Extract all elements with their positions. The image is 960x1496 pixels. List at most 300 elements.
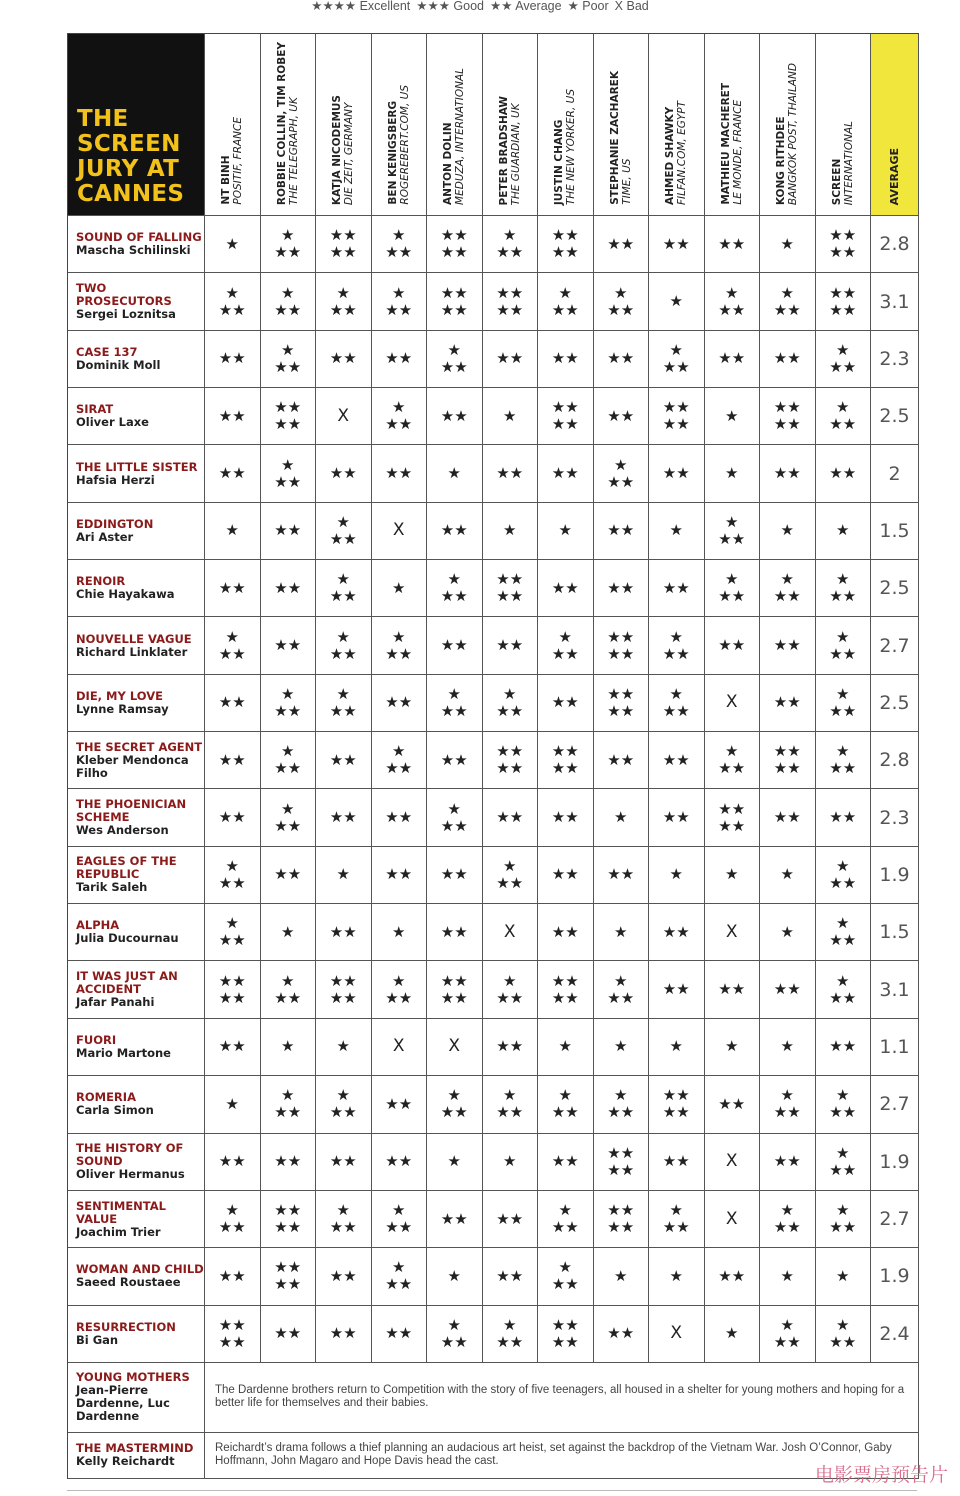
rating-cell [538, 904, 594, 961]
average-score [871, 560, 919, 617]
star-rating: ★★ [662, 981, 690, 999]
rating-cell [649, 445, 705, 502]
rating-cell [649, 732, 705, 789]
rating-cell [483, 1306, 539, 1363]
star-rating [385, 1259, 412, 1293]
star-row-top: ★★ [551, 972, 579, 990]
film-cell [68, 675, 205, 732]
star-rating: ★★ [329, 751, 357, 769]
star-rating: ★★ [662, 235, 690, 253]
star-rating: ★★ [662, 1153, 690, 1171]
star-row-bottom: ★★ [662, 358, 690, 376]
star-rating [441, 1317, 468, 1351]
film-info [76, 633, 192, 659]
star-row-top: ★★ [551, 1316, 579, 1334]
star-row-top: ★ [281, 227, 295, 245]
film-director: Jafar Panahi [76, 995, 155, 1010]
star-rating: ★★ [551, 694, 579, 712]
star-rating [385, 285, 412, 319]
film-director: Chie Hayakawa [76, 587, 175, 602]
rating-cell [316, 1248, 372, 1305]
rating-cell [538, 1076, 594, 1133]
star-row-top: ★ [336, 513, 350, 531]
rating-cell [261, 1019, 317, 1076]
rating-cell [594, 331, 650, 388]
star-rating: ★ [392, 579, 406, 597]
rating-cell [205, 847, 261, 904]
star-row-bottom: ★★ [274, 301, 302, 319]
star-row-top: ★★ [496, 284, 524, 302]
star-rating [496, 743, 523, 777]
rating-cell [538, 445, 594, 502]
rating-cell [261, 273, 317, 330]
star-rating [274, 399, 301, 433]
average-score [871, 904, 919, 961]
star-row-top: ★★ [274, 399, 302, 417]
rating-cell [261, 560, 317, 617]
star-row-bottom: ★★ [218, 989, 246, 1007]
star-rating [385, 227, 412, 261]
star-rating [774, 1087, 801, 1121]
star-row-top: ★ [558, 284, 572, 302]
bad-mark: X [725, 921, 738, 942]
film-title: IT WAS JUST AN ACCIDENT [76, 969, 178, 997]
rating-cell [427, 675, 483, 732]
rating-cell [316, 789, 372, 846]
star-rating: ★ [669, 1038, 683, 1056]
star-row-top: ★ [392, 972, 406, 990]
film-cell [68, 503, 205, 560]
star-row-top: ★ [725, 743, 739, 761]
star-rating: ★ [336, 866, 350, 884]
rating-cell [205, 216, 261, 273]
star-row-bottom: ★★ [829, 989, 857, 1007]
star-rating [219, 858, 246, 892]
star-rating [718, 285, 745, 319]
rating-cell [649, 273, 705, 330]
film-cell [68, 331, 205, 388]
film-title: WOMAN AND CHILD [76, 1262, 204, 1277]
star-row-top: ★ [225, 284, 239, 302]
star-row-top: ★ [447, 571, 461, 589]
star-row-top: ★ [281, 685, 295, 703]
film-director: Richard Linklater [76, 644, 188, 659]
star-row-bottom: ★★ [496, 1104, 524, 1122]
star-row-top: ★★ [607, 628, 635, 646]
star-rating: ★★ [551, 465, 579, 483]
star-row-top: ★★ [773, 743, 801, 761]
star-row-top: ★ [503, 685, 517, 703]
star-rating [829, 285, 856, 319]
film-cell [68, 1134, 205, 1191]
rating-cell [649, 961, 705, 1018]
star-rating: ★★ [440, 637, 468, 655]
film-title: TWO PROSECUTORS [76, 281, 172, 309]
rating-cell [261, 1248, 317, 1305]
rating-cell [760, 445, 816, 502]
star-row-top: ★ [281, 743, 295, 761]
film-title: EAGLES OF THE REPUBLIC [76, 854, 177, 882]
star-rating: ★ [780, 866, 794, 884]
star-rating: ★★ [829, 809, 857, 827]
film-director: Jean-Pierre Dardenne, Luc Dardenne [76, 1383, 170, 1424]
rating-cell [261, 961, 317, 1018]
star-row-top: ★ [780, 1202, 794, 1220]
star-row-bottom: ★★ [551, 301, 579, 319]
star-rating [663, 399, 690, 433]
star-rating: ★★ [773, 694, 801, 712]
critic-header [316, 34, 372, 216]
star-row-bottom: ★★ [440, 1104, 468, 1122]
critic-publication: LE MONDE, FRANCE [731, 100, 744, 205]
critic-header-text [331, 95, 355, 205]
star-row-top: ★★ [274, 1259, 302, 1277]
star-rating: ★ [780, 923, 794, 941]
star-row-bottom: ★★ [385, 760, 413, 778]
rating-cell [760, 331, 816, 388]
star-rating [774, 743, 801, 777]
star-row-bottom: ★★ [773, 1104, 801, 1122]
star-row-top: ★★ [551, 399, 579, 417]
critic-header-text [664, 101, 688, 205]
star-rating: ★★ [551, 1153, 579, 1171]
star-rating: ★ [725, 407, 739, 425]
star-rating: ★★ [607, 1325, 635, 1343]
star-rating [552, 973, 579, 1007]
rating-cell [483, 388, 539, 445]
rating-cell [205, 273, 261, 330]
critic-publication: THE NEW YORKER, US [565, 88, 578, 205]
star-row-top: ★ [780, 571, 794, 589]
star-rating [552, 743, 579, 777]
rating-cell [649, 904, 705, 961]
star-row-top: ★ [447, 1316, 461, 1334]
star-row-bottom: ★★ [829, 358, 857, 376]
star-rating [441, 801, 468, 835]
star-row-top: ★ [392, 743, 406, 761]
star-row-top: ★ [836, 972, 850, 990]
rating-cell [205, 388, 261, 445]
bad-mark: X [392, 520, 405, 541]
critic-header [594, 34, 650, 216]
star-row-bottom: ★★ [385, 1276, 413, 1294]
star-rating: ★★ [385, 350, 413, 368]
watermark: 电影票房预告片 [814, 1464, 948, 1486]
film-info [76, 1263, 204, 1289]
grid-title-cell [68, 34, 205, 216]
star-rating [330, 227, 357, 261]
star-row-top: ★★ [440, 284, 468, 302]
star-rating: ★★ [218, 579, 246, 597]
rating-cell [816, 961, 872, 1018]
film-info [76, 1442, 193, 1468]
star-rating [274, 801, 301, 835]
film-info [76, 1371, 204, 1423]
star-rating [552, 285, 579, 319]
star-row-top: ★ [614, 1087, 628, 1105]
average-value: 2.7 [879, 1208, 910, 1231]
star-row-top: ★ [558, 628, 572, 646]
star-rating [441, 342, 468, 376]
star-rating [829, 858, 856, 892]
star-row-bottom: ★★ [329, 989, 357, 1007]
star-rating: ★★ [218, 350, 246, 368]
star-rating [829, 915, 856, 949]
star-rating [829, 342, 856, 376]
star-rating: ★★ [829, 1038, 857, 1056]
rating-cell [760, 1019, 816, 1076]
star-rating [607, 1087, 634, 1121]
rating-cell [483, 1019, 539, 1076]
star-rating: ★★ [607, 235, 635, 253]
star-row-top: ★★ [829, 227, 857, 245]
critic-name: ANTON DOLIN [442, 122, 455, 205]
legend-item [311, 0, 410, 13]
rating-cell [816, 847, 872, 904]
star-row-top: ★ [336, 284, 350, 302]
rating-cell [261, 1191, 317, 1248]
star-row-top: ★ [503, 857, 517, 875]
rating-cell [816, 1191, 872, 1248]
rating-cell [760, 1191, 816, 1248]
average-score [871, 1076, 919, 1133]
star-rating: ★ [225, 522, 239, 540]
rating-cell [372, 675, 428, 732]
film-director: Saeed Roustaee [76, 1275, 181, 1290]
star-rating: ★★ [551, 866, 579, 884]
rating-cell [205, 732, 261, 789]
star-rating: ★★ [718, 637, 746, 655]
star-row-top: ★ [336, 1202, 350, 1220]
star-rating [829, 629, 856, 663]
star-row-top: ★ [392, 1202, 406, 1220]
rating-cell [594, 732, 650, 789]
film-cell [68, 1076, 205, 1133]
star-rating [441, 686, 468, 720]
star-rating [274, 285, 301, 319]
star-rating: ★★ [385, 465, 413, 483]
rating-cell [538, 503, 594, 560]
star-rating: ★ [392, 923, 406, 941]
rating-cell [816, 732, 872, 789]
star-row-top: ★★ [829, 284, 857, 302]
star-rating [385, 1202, 412, 1236]
rating-cell [316, 617, 372, 674]
average-score [871, 1134, 919, 1191]
rating-cell [205, 961, 261, 1018]
average-score [871, 273, 919, 330]
rating-cell [760, 617, 816, 674]
legend-item [615, 0, 649, 13]
star-row-bottom: ★★ [385, 244, 413, 262]
star-row-top: ★ [225, 915, 239, 933]
rating-cell [760, 732, 816, 789]
film-title: NOUVELLE VAGUE [76, 631, 192, 646]
star-rating: ★ [447, 465, 461, 483]
star-row-bottom: ★★ [274, 760, 302, 778]
rating-cell [483, 847, 539, 904]
star-rating: ★★ [385, 1325, 413, 1343]
critic-header [372, 34, 428, 216]
star-rating: ★ [725, 1038, 739, 1056]
rating-cell [649, 1248, 705, 1305]
rating-cell [427, 273, 483, 330]
star-rating: ★★ [829, 465, 857, 483]
rating-cell [816, 331, 872, 388]
rating-cell [205, 445, 261, 502]
star-rating: ★★ [773, 465, 801, 483]
star-row-top: ★ [447, 1087, 461, 1105]
film-cell [68, 1019, 205, 1076]
film-info [76, 970, 204, 1009]
average-value: 1.5 [879, 921, 910, 944]
star-row-bottom: ★★ [551, 989, 579, 1007]
star-rating: ★★ [718, 981, 746, 999]
star-rating: ★ [558, 522, 572, 540]
star-rating: ★★ [718, 235, 746, 253]
star-rating [552, 1317, 579, 1351]
star-rating [330, 285, 357, 319]
rating-cell [316, 216, 372, 273]
critic-name: ROBBIE COLLIN, TIM ROBEY [275, 41, 288, 205]
average-score [871, 1191, 919, 1248]
rating-cell [538, 961, 594, 1018]
star-row-bottom: ★★ [274, 473, 302, 491]
star-rating: ★ [836, 522, 850, 540]
star-rating: ★★ [218, 465, 246, 483]
star-row-top: ★★ [607, 685, 635, 703]
average-score [871, 961, 919, 1018]
legend-symbol: ★ [567, 0, 579, 13]
rating-cell [372, 904, 428, 961]
star-rating: ★★ [551, 350, 579, 368]
star-row-top: ★ [836, 743, 850, 761]
star-rating [219, 1202, 246, 1236]
rating-cell [316, 1019, 372, 1076]
rating-cell [760, 1306, 816, 1363]
star-rating [829, 743, 856, 777]
average-score [871, 732, 919, 789]
star-rating: ★★ [329, 1325, 357, 1343]
star-rating [718, 743, 745, 777]
rating-cell [483, 1134, 539, 1191]
rating-cell [427, 1248, 483, 1305]
critic-publication: MEDUZA, INTERNATIONAL [454, 68, 467, 205]
star-row-bottom: ★★ [329, 702, 357, 720]
star-row-top: ★ [558, 1202, 572, 1220]
critic-header-text [720, 83, 744, 205]
film-title: SENTIMENTAL VALUE [76, 1198, 166, 1226]
rating-cell [649, 331, 705, 388]
star-rating: ★★ [496, 1038, 524, 1056]
average-value: 1.1 [879, 1035, 910, 1058]
star-row-bottom: ★★ [440, 358, 468, 376]
star-row-bottom: ★★ [829, 702, 857, 720]
star-rating: ★★ [274, 579, 302, 597]
star-row-bottom: ★★ [607, 702, 635, 720]
film-director: Kelly Reichardt [76, 1454, 175, 1469]
star-rating [607, 686, 634, 720]
rating-cell [316, 847, 372, 904]
star-rating: ★★ [329, 809, 357, 827]
star-rating: ★★ [718, 1267, 746, 1285]
star-row-bottom: ★★ [829, 588, 857, 606]
rating-cell [372, 1191, 428, 1248]
rating-cell [538, 331, 594, 388]
rating-cell [427, 1306, 483, 1363]
star-row-top: ★ [669, 1202, 683, 1220]
star-rating [385, 743, 412, 777]
star-rating: ★★ [662, 579, 690, 597]
rating-cell [372, 617, 428, 674]
star-rating: ★★ [440, 522, 468, 540]
star-row-top: ★ [836, 1087, 850, 1105]
star-row-bottom: ★★ [607, 473, 635, 491]
star-rating: ★★ [773, 1153, 801, 1171]
average-value: 2.8 [879, 233, 910, 256]
rating-cell [538, 1306, 594, 1363]
rating-cell [316, 961, 372, 1018]
star-row-top: ★★ [440, 972, 468, 990]
star-row-bottom: ★★ [662, 1219, 690, 1237]
star-rating: ★ [614, 809, 628, 827]
star-rating [829, 1202, 856, 1236]
film-director: Oliver Hermanus [76, 1167, 185, 1182]
star-rating [607, 457, 634, 491]
star-row-bottom: ★★ [440, 244, 468, 262]
film-info [76, 403, 149, 429]
star-row-bottom: ★★ [829, 301, 857, 319]
star-rating [663, 1202, 690, 1236]
star-row-top: ★★ [218, 972, 246, 990]
star-row-top: ★★ [607, 1202, 635, 1220]
rating-cell [372, 445, 428, 502]
rating-cell [538, 732, 594, 789]
film-cell [68, 1248, 205, 1305]
rating-cell [372, 503, 428, 560]
rating-cell [649, 388, 705, 445]
star-row-bottom: ★★ [385, 416, 413, 434]
star-row-top: ★ [780, 1316, 794, 1334]
rating-cell [316, 1076, 372, 1133]
film-title: EDDINGTON [76, 516, 154, 531]
rating-cell [594, 1134, 650, 1191]
star-rating: ★ [447, 1267, 461, 1285]
star-rating [607, 285, 634, 319]
star-row-bottom: ★★ [329, 1219, 357, 1237]
star-row-bottom: ★★ [718, 588, 746, 606]
star-row-bottom: ★★ [440, 588, 468, 606]
rating-cell [427, 331, 483, 388]
rating-cell [816, 1248, 872, 1305]
star-rating [441, 571, 468, 605]
rating-cell [261, 216, 317, 273]
film-director: Carla Simon [76, 1103, 154, 1118]
rating-cell [705, 560, 761, 617]
star-rating: ★★ [773, 809, 801, 827]
rating-cell [205, 560, 261, 617]
film-info [76, 919, 179, 945]
star-row-top: ★ [392, 399, 406, 417]
rating-cell [427, 1134, 483, 1191]
star-rating [219, 629, 246, 663]
legend-label: Poor [582, 0, 609, 13]
star-row-top: ★★ [329, 227, 357, 245]
star-row-top: ★ [669, 341, 683, 359]
star-row-top: ★ [281, 284, 295, 302]
star-rating: ★★ [385, 809, 413, 827]
film-cell [68, 904, 205, 961]
